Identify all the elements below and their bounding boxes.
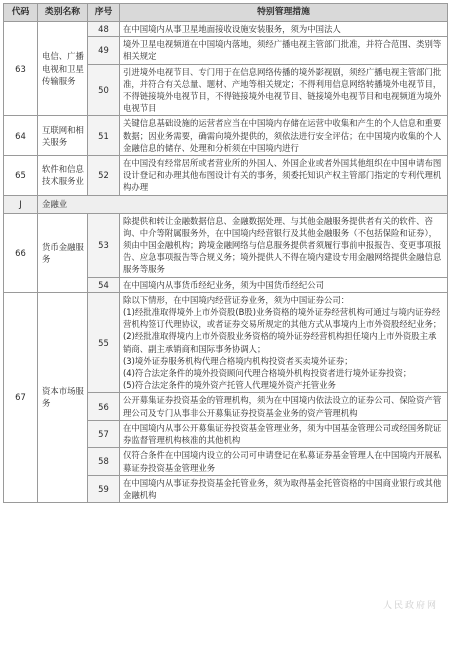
row-number: 51 xyxy=(88,116,120,156)
header-code: 代码 xyxy=(4,4,38,22)
measure-item: (3)境外证券服务机构代理合格境内机构投资者买卖境外证券； xyxy=(123,355,353,366)
row-measure: 在中国境内从事卫星地面接收设施安装服务，须为中国法人 xyxy=(120,22,448,37)
group-code: 64 xyxy=(4,116,38,156)
section-name: 金融业 xyxy=(38,195,448,213)
header-row xyxy=(4,4,448,22)
header-category: 类别名称 xyxy=(38,4,88,22)
group-code: 63 xyxy=(4,22,38,116)
row-measure: 在中国境内从事证券投资基金托管业务，须为取得基金托管资格的中国商业银行或其他金融机构 xyxy=(120,475,448,502)
row-measure: 公开募集证券投资基金的管理机构，须为在中国境内依法设立的证券公司、保险资产管理公司及专门从事非公开募集证券投资基金业务的资产管理机构 xyxy=(120,393,448,420)
row-number: 52 xyxy=(88,156,120,196)
row-measure: 除提供和转让金融数据信息、金融数据处理、与其他金融服务提供者有关的软件、咨询、中介等附属服务外，在中国境内经营银行及其他金融服务（不包括保险和证券），须由中国金融机构；跨境金融网络与信息服务提供者须履行事前申报报告、变更事项报告、应急事项报告等合规义务；境外提供人不得在境内建设专用金融网络提供金融信息服务等服务 xyxy=(120,213,448,277)
measure-intro: 除以下情形，在中国境内经营证券业务，须为中国证券公司： xyxy=(123,294,350,305)
table-row xyxy=(4,116,448,156)
row-measure: 在中国境内从事公开募集证券投资基金管理业务，须为中国基金管理公司或经国务院证券监督管理机构核准的其他机构 xyxy=(120,420,448,447)
row-number: 56 xyxy=(88,393,120,420)
group-name: 互联网和相关服务 xyxy=(38,116,88,156)
group-name: 电信、广播电视和卫星传输服务 xyxy=(38,22,88,116)
row-number: 58 xyxy=(88,448,120,475)
group-name: 资本市场服务 xyxy=(38,292,88,502)
row-number: 48 xyxy=(88,22,120,37)
measure-item: (1)经批准取得境外上市外资股(B股)业务资格的境外证券经营机构可通过与境内证券经营机构签订代理协议，或者证券交易所规定的其他方式从事境内上市外资股经纪业务； xyxy=(123,307,442,330)
table-row xyxy=(4,292,448,393)
row-measure: 在中国没有经常居所或者营业所的外国人、外国企业或者外国其他组织在中国申请布图设计登记和办理其他布图设计有关的事务，须委托知识产权主管部门指定的专利代理机构办理 xyxy=(120,156,448,196)
row-measure: 在中国境内从事货币经纪业务，须为中国货币经纪公司 xyxy=(120,277,448,292)
row-number: 54 xyxy=(88,277,120,292)
row-measure: 引进境外电视节目、专门用于在信息网络传播的境外影视剧，须经广播电视主管部门批准，并符合有关总量、题材、产地等相关规定；不得利用信息网络转播境外电视节目，不得链接境外电视节目，不得链接境外电视节目、链接境外电视节目和电视频道为境外电视节目 xyxy=(120,64,448,116)
measure-item: (4)符合法定条件的境外投资顾问代理合格境外机构投资者进行境外证券投资； xyxy=(123,368,412,379)
measure-item: (5)符合法定条件的境外资产托管人代理境外资产托管业务 xyxy=(123,380,336,391)
group-code: 65 xyxy=(4,156,38,196)
header-seq: 序号 xyxy=(88,4,120,22)
row-measure: 境外卫星电视频道在中国境内落地，须经广播电视主管部门批准，并符合范围、类别等相关规定 xyxy=(120,37,448,64)
row-number: 59 xyxy=(88,475,120,502)
row-number: 50 xyxy=(88,64,120,116)
group-code: 67 xyxy=(4,292,38,502)
row-number: 49 xyxy=(88,37,120,64)
row-measure: 关键信息基础设施的运营者应当在中国境内存储在运营中收集和产生的个人信息和重要数据；因业务需要，确需向境外提供的，须依法进行安全评估；在中国境内收集的个人金融信息的储存、处理和分析须在中国境内进行 xyxy=(120,116,448,156)
section-code: J xyxy=(4,195,38,213)
row-measure: 仅符合条件在中国境内设立的公司可申请登记在私募证券基金管理人在中国境内开展私募证券投资基金管理业务 xyxy=(120,448,448,475)
row-number: 53 xyxy=(88,213,120,277)
group-code: 66 xyxy=(4,213,38,292)
section-row xyxy=(4,195,448,213)
measure-item: (2)经批准取得境内上市外资股业务资格的境外证券经营机构担任境内上市外资股主承销商、副主承销商和国际事务协调人； xyxy=(123,331,437,354)
header-measures: 特别管理措施 xyxy=(120,4,448,22)
row-number: 57 xyxy=(88,420,120,447)
negative-list-table xyxy=(3,3,448,503)
table-row xyxy=(4,156,448,196)
group-name: 软件和信息技术服务业 xyxy=(38,156,88,196)
row-number: 55 xyxy=(88,292,120,393)
watermark: 人民政府网 xyxy=(382,601,438,611)
table-row xyxy=(4,22,448,37)
table-row xyxy=(4,213,448,277)
group-name: 货币金融服务 xyxy=(38,213,88,292)
row-measure xyxy=(120,292,448,393)
